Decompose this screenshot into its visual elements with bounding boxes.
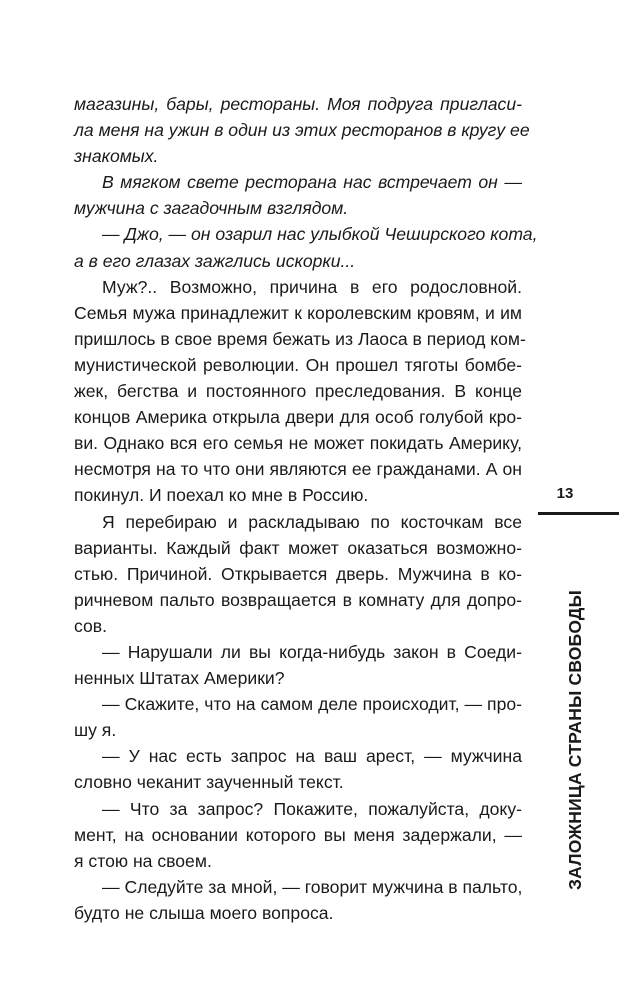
text-line: — Нарушали ли вы когда-нибудь закон в Соеди- <box>102 641 522 662</box>
text-line: шу я. <box>74 720 117 741</box>
text-line: магазины, бары, рестораны. Моя подруга пригласи- <box>74 94 522 114</box>
text-line: ла меня на ужин в один из этих ресторанов в кругу ее <box>74 120 530 141</box>
text-line: я стою на своем. <box>74 850 212 871</box>
text-line: знакомых. <box>74 146 159 167</box>
text-line: — Что за запрос? Покажите, пожалуйста, доку- <box>102 798 522 819</box>
text-line: — У нас есть запрос на ваш арест, — мужчина <box>102 746 522 767</box>
text-line: В мягком свете ресторана нас встречает он — <box>102 172 522 193</box>
text-line: будто не слыша моего вопроса. <box>74 902 334 923</box>
text-line: ненных Штатах Америки? <box>74 668 285 689</box>
text-line: мунистической революции. Он прошел тяготы бомбе- <box>74 354 522 375</box>
text-line: а в его глазах зажглись искорки... <box>74 250 356 271</box>
body-text <box>74 91 538 926</box>
text-line: сов. <box>74 615 108 636</box>
text-line: — Скажите, что на самом деле происходит, — про- <box>102 694 522 715</box>
text-line: Муж?.. Возможно, причина в его родословной. <box>102 276 522 297</box>
text-line: жек, бегства и постоянного преследования. В конце <box>74 381 522 402</box>
text-line: — Джо, — он озарил нас улыбкой Чеширского кота, <box>102 224 538 245</box>
text-line: несмотря на то что они являются ее гражданами. А он <box>74 459 522 480</box>
text-line: пришлось в свое время бежать из Лаоса в период ком- <box>74 328 526 349</box>
text-line: варианты. Каждый факт может оказаться возможно- <box>74 537 522 558</box>
text-line: ви. Однако вся его семья не может покидать Америку, <box>74 433 522 454</box>
text-line: словно чеканит заученный текст. <box>74 772 344 793</box>
text-line: покинул. И поехал ко мне в Россию. <box>74 485 369 506</box>
text-line: мужчина с загадочным взглядом. <box>74 198 349 219</box>
page-number: 13 <box>556 485 574 502</box>
text-line: — Следуйте за мной, — говорит мужчина в пальто, <box>102 876 523 897</box>
text-line: концов Америка открыла двери для особ голубой кро- <box>74 407 522 428</box>
text-line: мент, на основании которого вы меня задержали, — <box>74 824 522 845</box>
text-line: Семья мужа принадлежит к королевским кровям, и им <box>74 302 522 323</box>
side-divider <box>538 512 619 515</box>
running-title: ЗАЛОЖНИЦА СТРАНЫ СВОБОДЫ <box>565 590 585 890</box>
text-line: ричневом пальто возвращается в комнату для допро- <box>74 589 522 610</box>
text-line: Я перебираю и раскладываю по косточкам все <box>102 511 522 532</box>
text-line: стью. Причиной. Открывается дверь. Мужчина в ко- <box>74 563 522 584</box>
